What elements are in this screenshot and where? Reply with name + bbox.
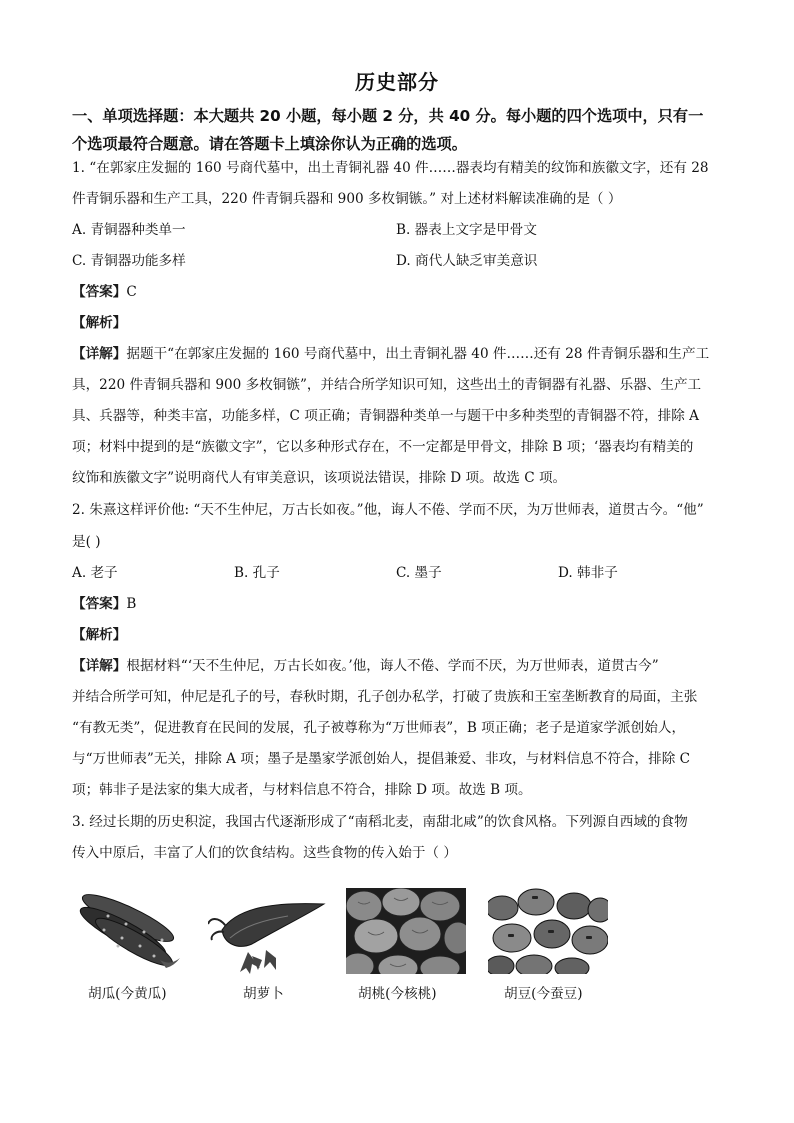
q1-detail-text1: 据题干“在郭家庄发掘的 160 号商代墓中，出土青铜礼器 40 件……还有 28 件青铜乐器和生产工	[126, 346, 710, 362]
answer-value: B	[126, 596, 137, 612]
q2-detail-line1	[72, 656, 728, 676]
analysis-tag: 【解析】	[72, 627, 127, 643]
q3-stem-line1: 3. 经过长期的历史积淀，我国古代逐渐形成了“南稻北麦，南甜北咸”的饮食风格。下列源自西域的食物	[72, 814, 688, 830]
section-heading-line1: 一、单项选择题：本大题共 20 小题，每小题 2 分，共 40 分。每小题的四个选项中，只有一	[72, 107, 704, 125]
q2-stem-line1: 2. 朱熹这样评价他: “天不生仲尼，万古长如夜。”他，诲人不倦、学而不厌，为万世师表，道贯古今。“他”	[72, 502, 704, 518]
answer-tag: 【答案】	[72, 596, 127, 612]
q1-detail-line5: 纹饰和族徽文字”说明商代人有审美意识，该项说法错误，排除 D 项。故选 C 项。	[72, 470, 567, 486]
q1-analysis-tag	[72, 313, 126, 333]
cucumber-photo-icon	[78, 886, 188, 976]
q2-option-b: B. 孔子	[234, 565, 280, 581]
detail-tag: 【详解】	[72, 658, 127, 674]
carrot-caption: 胡萝卜	[243, 986, 284, 1002]
answer-value: C	[126, 284, 137, 300]
q2-analysis-tag	[72, 625, 126, 645]
walnut-caption: 胡桃(今核桃)	[358, 986, 437, 1002]
q2-detail-line3: “有教无类”，促进教育在民间的发展，孔子被尊称为“万世师表”，B 项正确；老子是道家学派创始人，	[72, 720, 686, 736]
q1-option-b: B. 器表上文字是甲骨文	[396, 222, 537, 238]
q2-detail-line4: 与“万世师表”无关，排除 A 项；墨子是墨家学派创始人，提倡兼爱、非攻，与材料信息不符合，排除 C	[72, 751, 691, 767]
q1-answer	[72, 282, 137, 302]
q1-detail-line3: 具、兵器等，种类丰富，功能多样，C 项正确；青铜器种类单一与题干中多种类型的青铜器不符，排除 A	[72, 408, 699, 424]
cucumber-caption: 胡瓜(今黄瓜)	[88, 986, 167, 1002]
q2-stem-line2: 是( )	[72, 534, 101, 550]
broad-bean-caption: 胡豆(今蚕豆)	[504, 986, 583, 1002]
analysis-tag: 【解析】	[72, 315, 127, 331]
q1-stem-line1: 1. “在郭家庄发掘的 160 号商代墓中，出土青铜礼器 40 件……器表均有精美的纹饰和族徽文字，还有 28	[72, 160, 709, 176]
section-heading	[72, 102, 728, 158]
q2-detail-line2: 并结合所学可知，仲尼是孔子的号，春秋时期，孔子创办私学，打破了贵族和王室垄断教育的局面，主张	[72, 689, 698, 705]
q1-detail-line4: 项；材料中提到的是“族徽文字”，它以多种形式存在，不一定都是甲骨文，排除 B 项；‘器表均有精美的	[72, 439, 694, 455]
q1-option-d: D. 商代人缺乏审美意识	[396, 253, 538, 269]
q1-option-c: C. 青铜器功能多样	[72, 253, 186, 269]
q3-stem-line2: 传入中原后，丰富了人们的饮食结构。这些食物的传入始于（ ）	[72, 845, 457, 861]
q1-detail-line1	[72, 344, 728, 364]
broad-bean-photo-icon	[488, 888, 608, 974]
q2-option-d: D. 韩非子	[558, 565, 618, 581]
page-title: 历史部分	[355, 70, 439, 94]
answer-tag: 【答案】	[72, 284, 127, 300]
detail-tag: 【详解】	[72, 346, 127, 362]
q1-detail-line2: 具，220 件青铜兵器和 900 多枚铜镞”，并结合所学知识可知，这些出土的青铜器有礼器、乐器、生产工	[72, 377, 702, 393]
q1-stem-line2: 件青铜乐器和生产工具，220 件青铜兵器和 900 多枚铜镞。” 对上述材料解读准确的是（ ）	[72, 191, 622, 207]
q2-detail-line5: 项；韩非子是法家的集大成者，与材料信息不符合，排除 D 项。故选 B 项。	[72, 782, 532, 798]
section-heading-line2: 个选项最符合题意。请在答题卡上填涂你认为正确的选项。	[72, 135, 467, 153]
carrot-photo-icon	[208, 886, 326, 976]
q2-option-c: C. 墨子	[396, 565, 442, 581]
q2-option-a: A. 老子	[72, 565, 118, 581]
q2-answer	[72, 594, 136, 614]
q1-option-a: A. 青铜器种类单一	[72, 222, 186, 238]
q2-detail-text1: 根据材料“‘天不生仲尼，万古长如夜。’他，诲人不倦、学而不厌，为万世师表，道贯古今”	[126, 658, 659, 674]
walnut-photo-icon	[346, 888, 466, 974]
